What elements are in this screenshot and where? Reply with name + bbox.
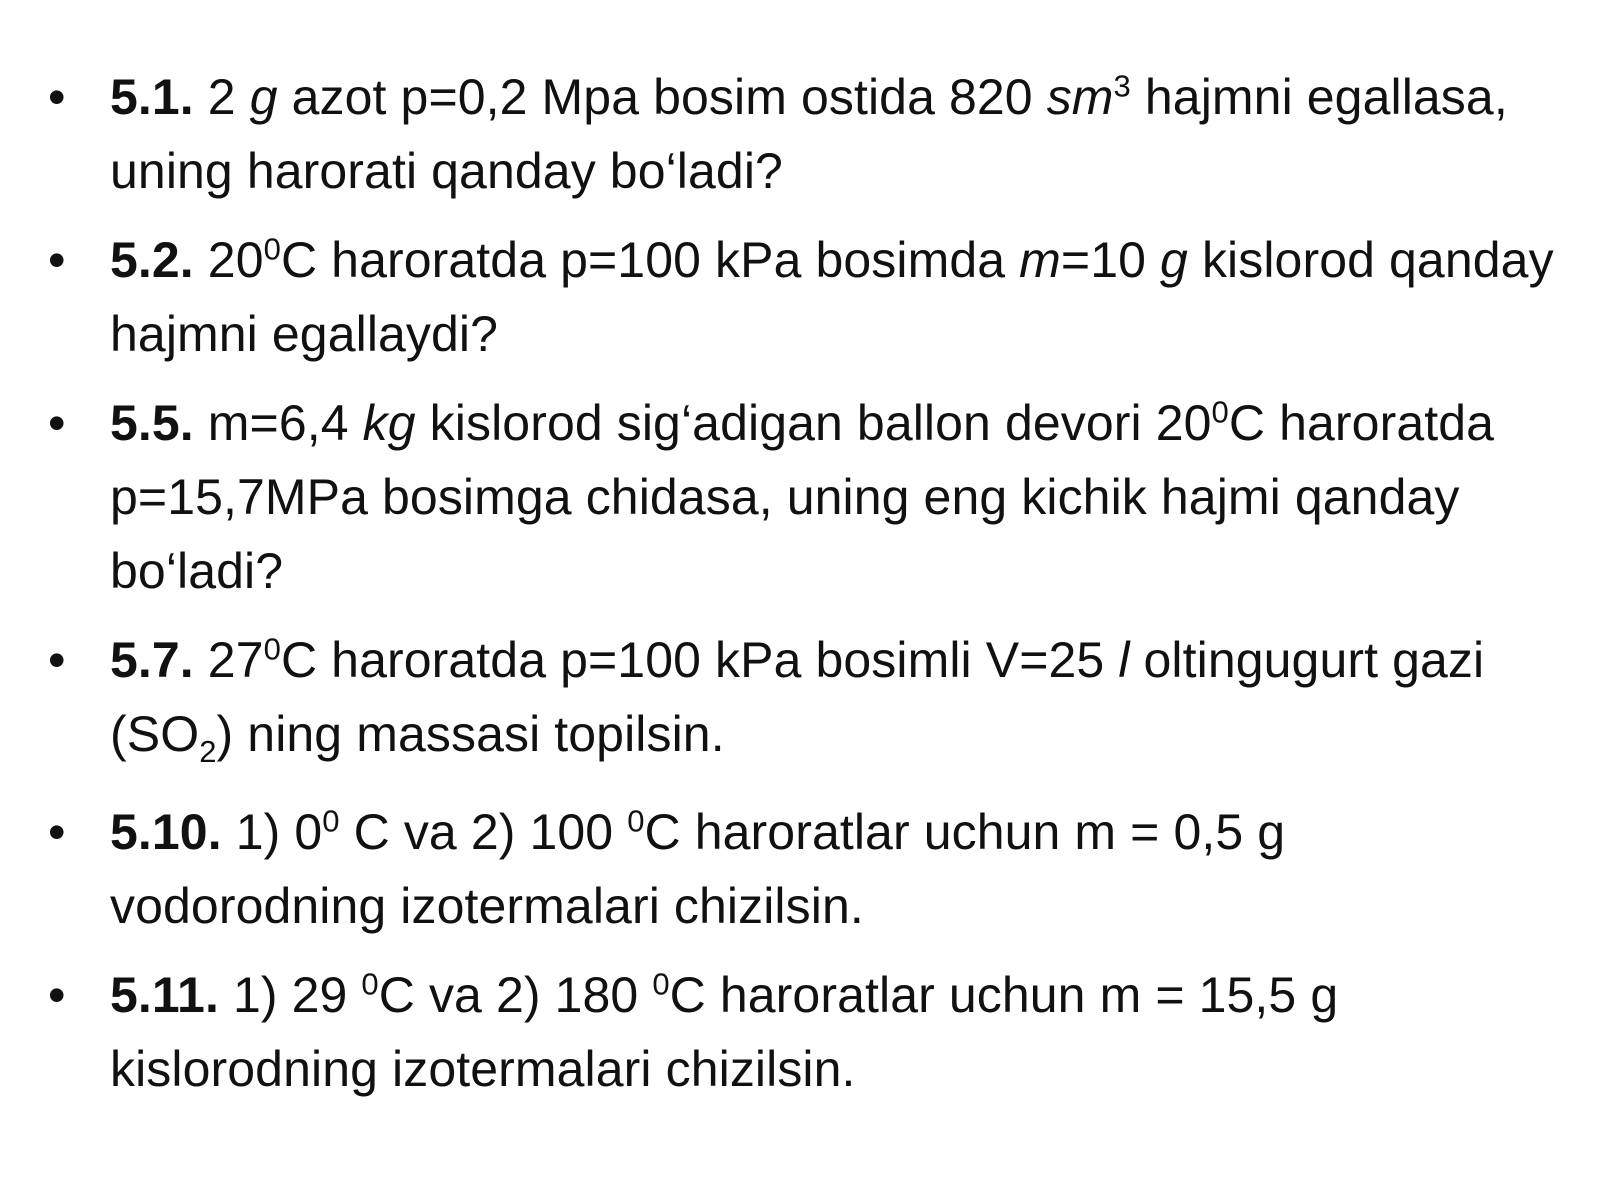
- text-run: C haroratda p=100 kPa bosimda: [280, 232, 1020, 288]
- problem-text: [110, 69, 1508, 199]
- bullet-icon: •: [48, 232, 66, 288]
- text-run: C haroratda p=100 kPa bosimli V=25: [280, 632, 1119, 688]
- superscript: 0: [1211, 394, 1229, 430]
- text-run: C haroratlar uchun m = 15,5 g kislorodning izotermalari chizilsin.: [110, 967, 1339, 1097]
- text-run: C haroratda p=15,7MPa bosimga chidasa, uning eng kichik hajmi qanday bo‘ladi?: [110, 395, 1495, 599]
- text-run: C va 2) 180: [378, 967, 653, 1023]
- problem-number: 5.7.: [110, 632, 194, 688]
- problem-list: [48, 60, 1568, 1121]
- italic-text: sm: [1046, 69, 1114, 125]
- text-run: m=6,4: [193, 395, 363, 451]
- superscript: 0: [652, 966, 670, 1002]
- bullet-icon: •: [48, 632, 66, 688]
- text-run: hajmni egallasa, uning harorati qanday bo‘ladi?: [110, 69, 1508, 199]
- problem-item: [48, 60, 1568, 208]
- problem-number: 5.10.: [110, 804, 222, 860]
- problem-item: [48, 623, 1568, 771]
- problem-number: 5.11.: [110, 967, 219, 1023]
- text-run: 20: [193, 232, 264, 288]
- subscript: 2: [199, 734, 217, 769]
- problem-number: 5.5.: [110, 395, 194, 451]
- text-run: 2: [193, 69, 250, 125]
- problem-item: [48, 386, 1568, 608]
- problem-text: [110, 232, 1554, 362]
- superscript: 0: [627, 803, 645, 839]
- text-run: 27: [193, 632, 264, 688]
- italic-text: l: [1118, 632, 1130, 688]
- text-run: kislorod sig‘adigan ballon devori 20: [415, 395, 1212, 451]
- italic-text: m: [1019, 232, 1061, 288]
- problem-number: 5.2.: [110, 232, 194, 288]
- problem-number: 5.1.: [110, 69, 194, 125]
- bullet-icon: •: [48, 804, 66, 860]
- text-run: oltingugurt gazi (SO: [110, 632, 1485, 762]
- superscript: 3: [1113, 68, 1131, 104]
- text-run: 1) 0: [221, 804, 323, 860]
- italic-text: g: [1160, 232, 1188, 288]
- problem-text: [110, 631, 1485, 769]
- text-run: C haroratlar uchun m = 0,5 g vodorodning izotermalari chizilsin.: [110, 804, 1286, 934]
- bullet-icon: •: [48, 395, 66, 451]
- superscript: 0: [263, 631, 281, 667]
- text-run: kislorod qanday hajmni egallaydi?: [110, 232, 1554, 362]
- problem-item: [48, 958, 1568, 1106]
- italic-text: kg: [362, 395, 416, 451]
- text-run: 1) 29: [218, 967, 362, 1023]
- superscript: 0: [322, 803, 340, 839]
- problem-text: [110, 395, 1494, 599]
- italic-text: g: [249, 69, 278, 125]
- problem-text: [110, 967, 1338, 1097]
- text-run: =10: [1060, 232, 1161, 288]
- problem-item: [48, 795, 1568, 943]
- bullet-icon: •: [48, 967, 66, 1023]
- text-run: C va 2) 100: [339, 804, 628, 860]
- text-run: ) ning massasi topilsin.: [216, 706, 725, 762]
- bullet-icon: •: [48, 69, 66, 125]
- problem-text: [110, 804, 1285, 934]
- superscript: 0: [263, 231, 281, 267]
- text-run: azot p=0,2 Mpa bosim ostida 820: [277, 69, 1047, 125]
- problem-item: [48, 223, 1568, 371]
- superscript: 0: [361, 966, 379, 1002]
